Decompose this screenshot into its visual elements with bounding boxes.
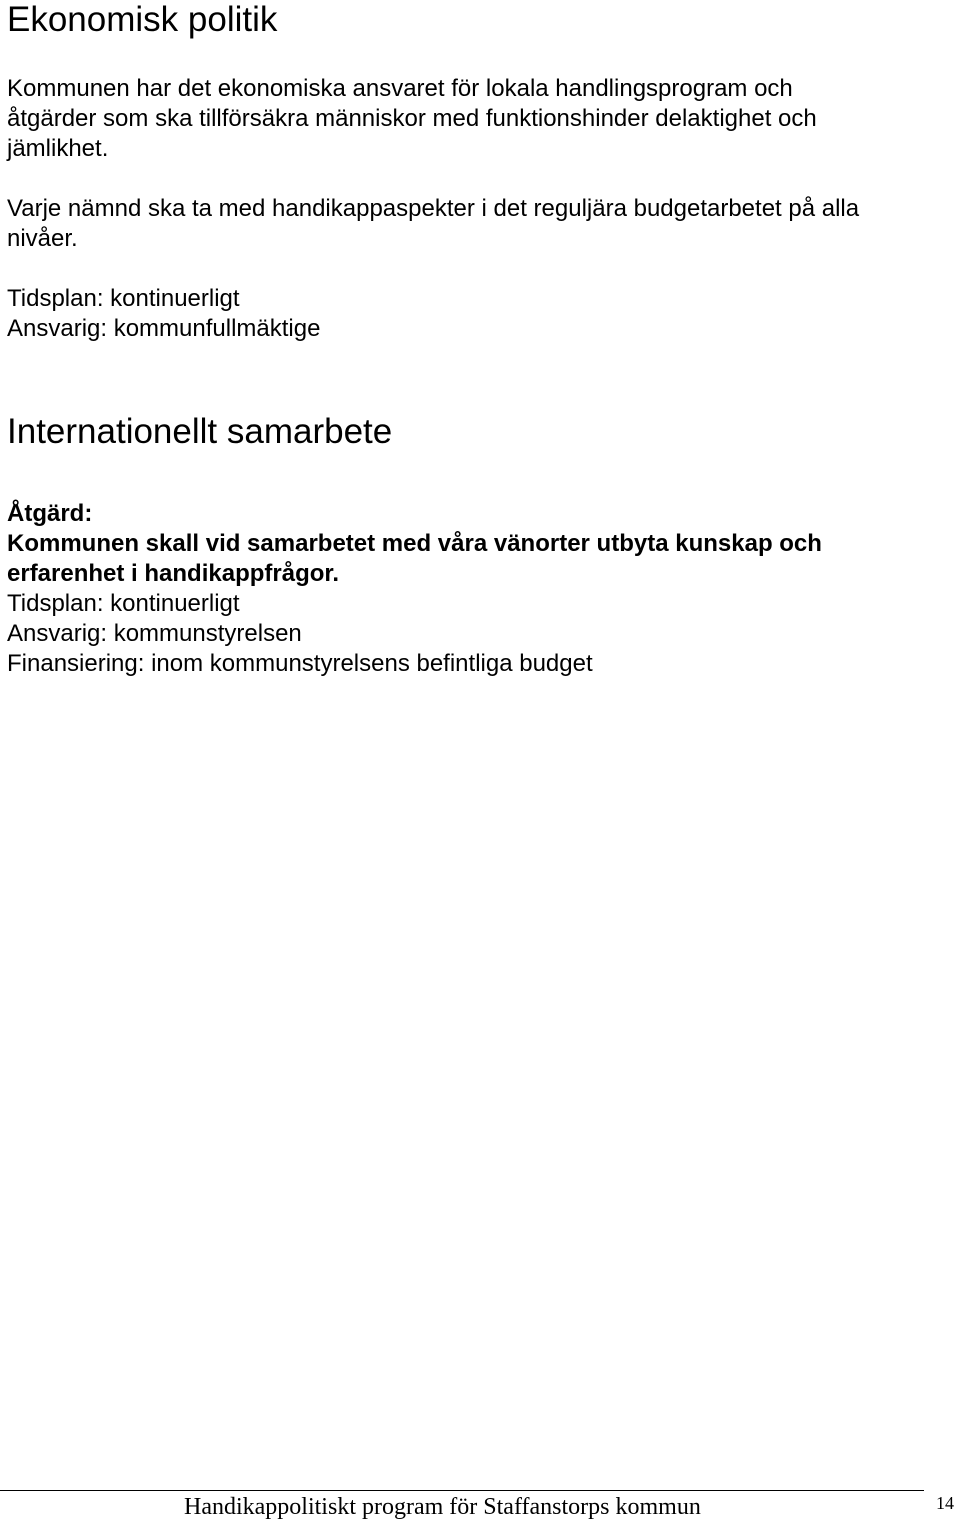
economic-responsible: Ansvarig: kommunfullmäktige [7, 315, 321, 342]
economic-paragraph1-line3: jämlikhet. [7, 135, 109, 162]
economic-paragraph1-line1: Kommunen har det ekonomiska ansvaret för lokala handlingsprogram och [7, 75, 793, 102]
section-heading-international: Internationellt samarbete [7, 412, 393, 451]
international-responsible: Ansvarig: kommunstyrelsen [7, 620, 302, 647]
economic-paragraph2-line2: nivåer. [7, 225, 78, 252]
page-number: 14 [936, 1493, 954, 1513]
international-schedule: Tidsplan: kontinuerligt [7, 590, 240, 617]
international-action-text-line2: erfarenhet i handikappfrågor. [7, 560, 340, 587]
economic-paragraph1-line2: åtgärder som ska tillförsäkra människor med funktionshinder delaktighet och [7, 105, 817, 132]
section-heading-economic: Ekonomisk politik [7, 0, 278, 39]
footer-title: Handikappolitiskt program för Staffanstorps kommun [184, 1494, 701, 1520]
international-action-text-line1: Kommunen skall vid samarbetet med våra vänorter utbyta kunskap och [7, 530, 822, 557]
international-financing: Finansiering: inom kommunstyrelsens befintliga budget [7, 650, 593, 677]
economic-paragraph2-line1: Varje nämnd ska ta med handikappaspekter i det reguljära budgetarbetet på alla [7, 195, 860, 222]
footer-divider [0, 1490, 924, 1491]
economic-schedule: Tidsplan: kontinuerligt [7, 285, 240, 312]
international-action-label: Åtgärd: [7, 500, 93, 527]
